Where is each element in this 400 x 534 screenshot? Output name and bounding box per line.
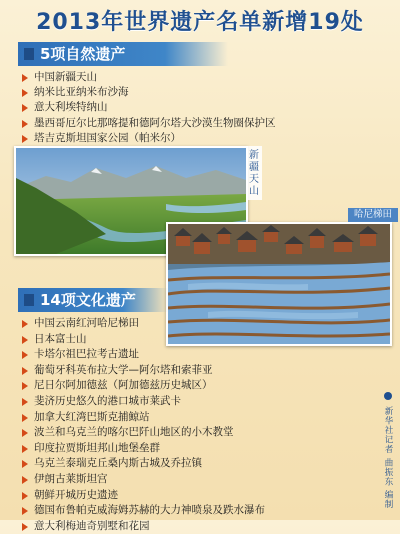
triangle-bullet-icon <box>22 320 28 328</box>
triangle-bullet-icon <box>22 492 28 500</box>
list-item: 朝鲜开城历史遗迹 <box>20 488 265 504</box>
cultural-heritage-banner: 14项文化遗产 <box>18 288 168 312</box>
triangle-bullet-icon <box>22 74 28 82</box>
triangle-bullet-icon <box>22 429 28 437</box>
triangle-bullet-icon <box>22 398 28 406</box>
triangle-bullet-icon <box>22 476 28 484</box>
triangle-bullet-icon <box>22 460 28 468</box>
page-title: 2013年世界遗产名单新增19处 <box>36 10 364 35</box>
credit-line: 新华社记者 曲振东 编制 <box>378 392 394 518</box>
list-item: 乌克兰泰瑞克丘桑内斯古城及乔拉镇 <box>20 456 265 472</box>
list-item: 塔吉克斯坦国家公园（帕米尔） <box>20 131 276 146</box>
natural-heritage-banner: 5项自然遗产 <box>18 42 228 66</box>
triangle-bullet-icon <box>22 367 28 375</box>
natural-heritage-list <box>20 70 276 146</box>
triangle-bullet-icon <box>22 336 28 344</box>
list-item: 意大利梅迪奇别墅和花园 <box>20 519 265 534</box>
triangle-bullet-icon <box>22 414 28 422</box>
triangle-bullet-icon <box>22 104 28 112</box>
triangle-bullet-icon <box>22 445 28 453</box>
triangle-bullet-icon <box>22 523 28 531</box>
list-item: 印度拉贾斯坦邦山地堡垒群 <box>20 441 265 457</box>
list-item: 伊朗古莱斯坦宫 <box>20 472 265 488</box>
xinhua-logo-icon <box>384 392 392 400</box>
cultural-heritage-list <box>20 316 265 534</box>
list-item: 尼日尔阿加德兹（阿加德兹历史城区） <box>20 378 265 394</box>
triangle-bullet-icon <box>22 135 28 143</box>
list-item: 斐济历史悠久的港口城市莱武卡 <box>20 394 265 410</box>
list-item: 葡萄牙科英布拉大学—阿尔塔和索菲亚 <box>20 363 265 379</box>
triangle-bullet-icon <box>22 382 28 390</box>
list-item: 中国云南红河哈尼梯田 <box>20 316 265 332</box>
list-item: 意大利埃特纳山 <box>20 100 276 115</box>
list-item: 波兰和乌克兰的喀尔巴阡山地区的小木教堂 <box>20 425 265 441</box>
list-item: 卡塔尔祖巴拉考古遗址 <box>20 347 265 363</box>
list-item: 纳米比亚纳米布沙海 <box>20 85 276 100</box>
list-item: 日本富士山 <box>20 332 265 348</box>
tianshan-caption: 新 疆 天 山 <box>246 146 262 200</box>
list-item: 墨西哥厄尔比那喀提和德阿尔塔大沙漠生物圈保护区 <box>20 116 276 131</box>
hani-terraces-caption: 哈尼梯田 <box>348 208 398 222</box>
list-item: 加拿大红湾巴斯克捕鲸站 <box>20 410 265 426</box>
triangle-bullet-icon <box>22 351 28 359</box>
triangle-bullet-icon <box>22 507 28 515</box>
list-item: 中国新疆天山 <box>20 70 276 85</box>
triangle-bullet-icon <box>22 120 28 128</box>
list-item: 德国布鲁帕克威海姆苏赫的大力神喷泉及跌水瀑布 <box>20 503 265 519</box>
triangle-bullet-icon <box>22 89 28 97</box>
